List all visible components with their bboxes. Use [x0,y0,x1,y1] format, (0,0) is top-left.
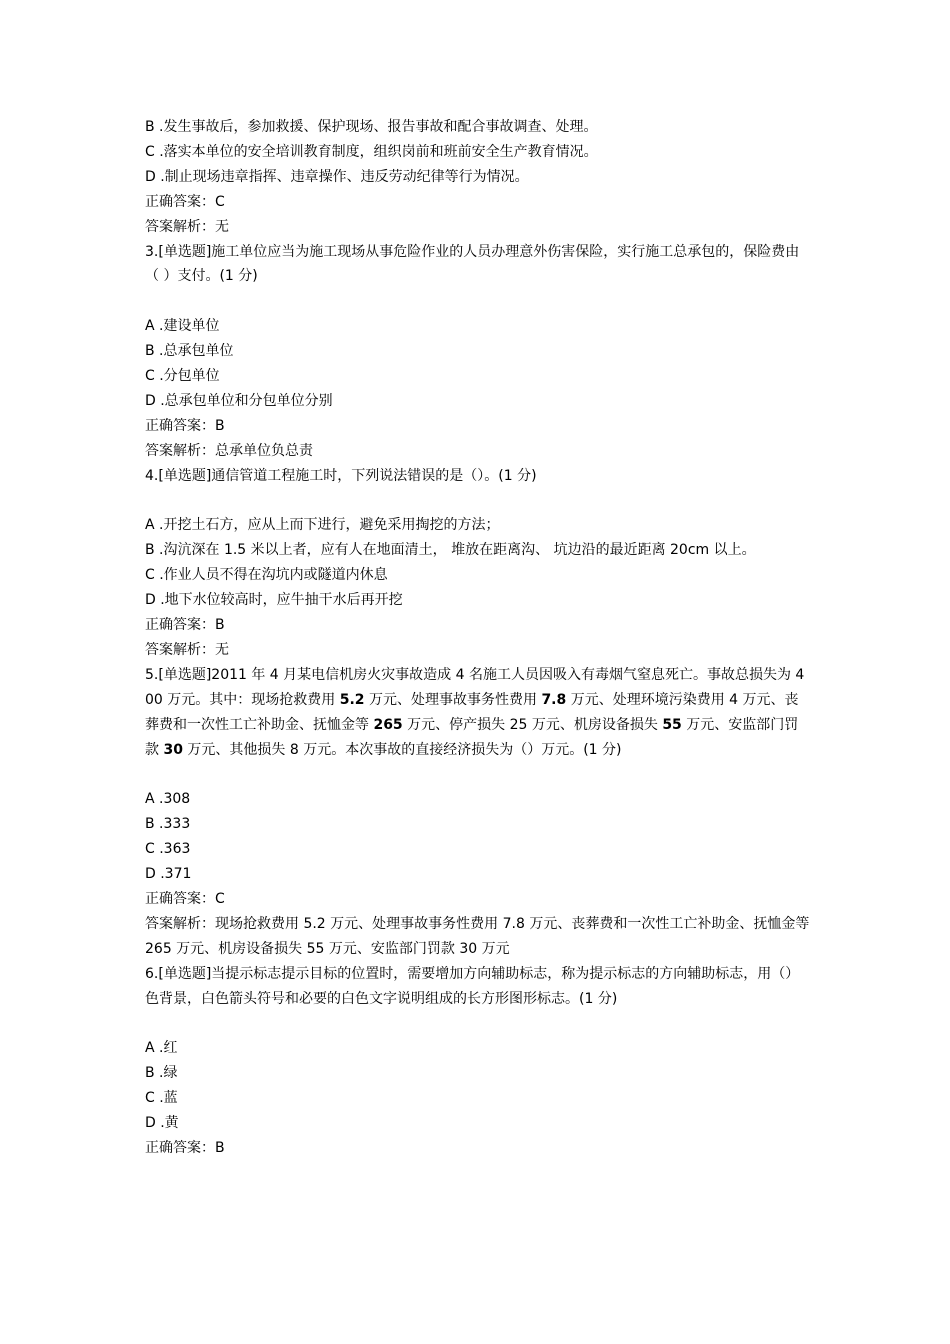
q4-stem: 4.[单选题]通信管道工程施工时，下列说法错误的是（）。(1 分) [145,467,537,484]
spacer [145,289,810,314]
q5-stem-text: 5.[单选题]2011 年 4 月某电信机房火灾事故造成 4 名施工人员因吸入有毒烟气窒息死亡。事故总损失为 400 万元。其中：现场抢救费用 [145,666,805,708]
q4-option-b: B .沟沆深在 1.5 米以上者，应有人在地面清土， 堆放在距离沟、 坑边沿的最近距离 20cm 以上。 [145,542,756,559]
q5-stem-bold-value: 265 [373,716,403,733]
spacer [145,763,810,788]
q5-analysis: 答案解析：现场抢救费用 5.2 万元、处理事故事务性费用 7.8 万元、丧葬费和一次性工亡补助金、抚恤金等 265 万元、机房设备损失 55 万元、安监部门罚款 30 万元 [145,915,810,957]
q5-stem-text: 万元、安监部门罚款 [145,716,799,758]
spacer [145,489,810,514]
q2-option-c: C .落实本单位的安全培训教育制度，组织岗前和班前安全生产教育情况。 [145,143,598,160]
q5-stem-bold-value: 7.8 [541,691,567,708]
q6-answer: 正确答案：B [145,1140,225,1157]
q2-option-b: B .发生事故后，参加救援、保护现场、报告事故和配合事故调查、处理。 [145,119,598,135]
q5-stem-bold-value: 30 [163,741,183,758]
q3-option-a: A .建设单位 [145,318,220,335]
q2-answer: 正确答案：C [145,193,225,210]
q5-stem-text: 万元、停产损失 25 万元、机房设备损失 [402,716,663,733]
q5-answer: 正确答案：C [145,891,225,908]
q5-option-d: D .371 [145,866,192,883]
q6-option-d: D .黄 [145,1115,179,1132]
q2-option-d: D .制止现场违章指挥、违章操作、违反劳动纪律等行为情况。 [145,168,529,185]
q6-option-c: C .蓝 [145,1090,178,1107]
q3-option-c: C .分包单位 [145,368,220,385]
q5-stem-bold-value: 55 [662,716,682,733]
q6-option-b: B .绿 [145,1065,178,1082]
q5-stem-text: 万元、处理事故事务性费用 [364,691,542,708]
q5-stem-text: 万元、处理环境污染费用 4 万元、丧葬费和一次性工亡补助金、抚恤金等 [145,691,799,733]
q5-option-a: A .308 [145,791,191,808]
q3-answer: 正确答案：B [145,417,225,434]
q4-analysis: 答案解析：无 [145,642,229,658]
q3-option-b: B .总承包单位 [145,343,234,360]
q3-option-d: D .总承包单位和分包单位分别 [145,392,333,409]
q3-stem: 3.[单选题]施工单位应当为施工现场从事危险作业的人员办理意外伤害保险，实行施工总承包的，保险费由（ ）支付。(1 分) [145,243,800,285]
q4-answer: 正确答案：B [145,617,225,634]
q5-stem-text: 万元、其他损失 8 万元。本次事故的直接经济损失为（）万元。(1 分) [182,741,622,758]
q4-option-a: A .开挖土石方，应从上而下进行，避免采用掏挖的方法； [145,517,500,534]
q5-stem-bold-value: 5.2 [339,691,365,708]
q2-analysis: 答案解析：无 [145,218,229,235]
q5-option-b: B .333 [145,816,191,833]
document-page [145,115,810,1161]
q6-stem: 6.[单选题]当提示标志提示目标的位置时，需要增加方向辅助标志，称为提示标志的方向辅助标志，用（）色背景，白色箭头符号和必要的白色文字说明组成的长方形图形标志。(1 分) [145,965,800,1007]
q5-stem [145,663,810,763]
q6-option-a: A .红 [145,1040,178,1057]
q3-analysis: 答案解析：总承单位负总责 [145,442,313,459]
q5-option-c: C .363 [145,841,191,858]
q4-option-c: C .作业人员不得在沟坑内或隧道内休息 [145,567,388,584]
spacer [145,1012,810,1037]
q4-option-d: D .地下水位较高时，应牛抽干水后再开挖 [145,592,403,609]
